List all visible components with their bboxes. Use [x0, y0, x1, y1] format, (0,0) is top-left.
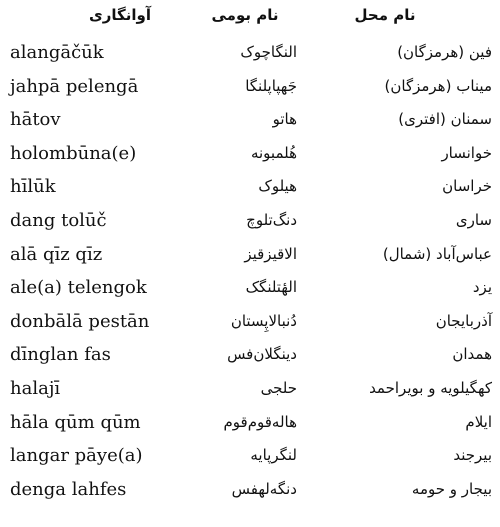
cell-transliteration: holombūna(e) — [10, 142, 137, 164]
cell-local-name: جَهپاپلنگا — [245, 76, 297, 95]
cell-local-name: لنگرپایه — [250, 446, 297, 465]
cell-place-name: یزد — [472, 278, 492, 297]
table-body — [0, 36, 500, 506]
cell-local-name: الهٔتلنگک — [245, 278, 297, 297]
cell-local-name: هُلمبونه — [250, 143, 297, 162]
cell-local-name: هاله‌قوم‌قوم — [223, 412, 297, 431]
table-row — [0, 406, 500, 440]
table-row — [0, 204, 500, 238]
table-row — [0, 36, 500, 70]
cell-place-name: بیجار و حومه — [411, 479, 492, 498]
table-row — [0, 305, 500, 339]
table-row — [0, 271, 500, 305]
table-row — [0, 70, 500, 104]
cell-place-name: همدان — [452, 345, 492, 364]
cell-local-name: دُنبالاپِستان — [230, 311, 297, 330]
cell-transliteration: hāla qūm qūm — [10, 411, 141, 433]
table-row — [0, 170, 500, 204]
cell-place-name: فین (هرمزگان) — [397, 43, 492, 61]
header-transliteration: آوانگاری — [89, 6, 151, 24]
cell-place-name: خوانسار — [441, 143, 492, 162]
cell-local-name: دنگه‌لهفس — [231, 479, 297, 498]
table-row — [0, 439, 500, 473]
cell-transliteration: dang tolūč — [10, 209, 107, 231]
cell-transliteration: hātov — [10, 109, 61, 131]
cell-transliteration: alā qīz qīz — [10, 243, 103, 265]
cell-place-name: بیرجند — [453, 446, 492, 465]
table-row — [0, 103, 500, 137]
cell-transliteration: donbālā pestān — [10, 310, 150, 332]
cell-transliteration: hīlūk — [10, 176, 56, 198]
cell-local-name: دینگلان‌فس — [227, 345, 297, 364]
cell-local-name: دنگ‌تلوچ — [246, 210, 297, 229]
header-local-name: نام بومی — [211, 6, 279, 24]
cell-local-name: هیلوک — [258, 177, 297, 196]
cell-place-name: عباس‌آباد (شمال) — [382, 244, 492, 263]
cell-transliteration: denga lahfes — [10, 478, 127, 500]
cell-local-name: النگاچوک — [240, 43, 297, 61]
cell-place-name: ساری — [455, 210, 492, 229]
cell-place-name: کهگیلویه و بویراحمد — [369, 378, 492, 397]
header-place-name: نام محل — [354, 6, 416, 24]
cell-local-name: الاقیزقیز — [244, 244, 297, 263]
cell-place-name: خراسان — [442, 177, 492, 196]
table-row — [0, 473, 500, 507]
table-row — [0, 372, 500, 406]
cell-local-name: حلجی — [260, 378, 297, 397]
cell-place-name: سمنان (افتری) — [398, 110, 492, 129]
cell-transliteration: ale(a) telengok — [10, 277, 147, 299]
table-row — [0, 338, 500, 372]
cell-place-name: میناب (هرمزگان) — [384, 76, 492, 95]
table-header — [0, 2, 500, 32]
cell-transliteration: dīnglan fas — [10, 344, 111, 366]
cell-transliteration: alangāčūk — [10, 42, 104, 63]
cell-transliteration: langar pāye(a) — [10, 445, 143, 467]
cell-place-name: آذربایجان — [435, 311, 492, 330]
table-row — [0, 238, 500, 272]
table-row — [0, 137, 500, 171]
cell-local-name: هاتو — [272, 110, 297, 129]
cell-place-name: ایلام — [465, 412, 492, 431]
cell-transliteration: jahpā pelengā — [10, 75, 139, 97]
cell-transliteration: halajī — [10, 377, 61, 399]
